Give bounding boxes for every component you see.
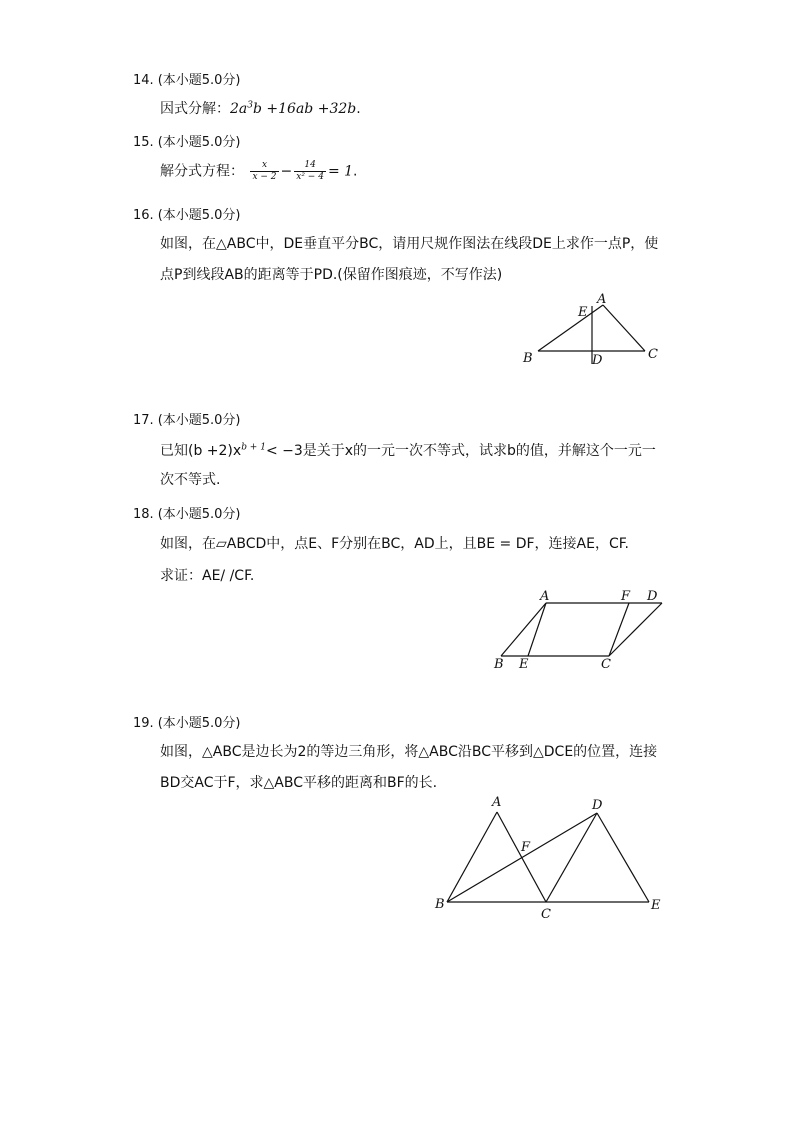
question-18-line-2: 求证：AE/ /CF.	[160, 568, 255, 584]
math-expression: 2a	[230, 101, 248, 117]
question-18-line-1: 如图，在▱ABCD中，点E、F分别在BC，AD上，且BE = DF，连接AE，CF.	[160, 536, 630, 552]
math-expression: b +16ab +32b	[253, 101, 357, 117]
inequality-rest: < −3是关于x的一元一次不等式，试求b的值，并解这个一元一	[265, 443, 656, 459]
question-score: (本小题5.0分)	[157, 716, 241, 731]
label-C: C	[541, 907, 551, 922]
question-score: (本小题5.0分)	[157, 135, 241, 150]
question-number: 17.	[133, 413, 154, 428]
period: .	[356, 101, 361, 117]
inequality-lhs: 已知(b +2)x	[160, 443, 242, 459]
question-number: 15.	[133, 135, 154, 150]
question-number: 18.	[133, 507, 154, 522]
prompt-text: 因式分解：	[160, 101, 230, 117]
label-C: C	[601, 657, 611, 672]
question-score: (本小题5.0分)	[157, 208, 241, 223]
label-F: F	[521, 840, 531, 855]
label-E: E	[578, 305, 588, 320]
label-E: E	[651, 898, 661, 913]
prompt-text: 解分式方程：	[160, 163, 244, 180]
question-score: (本小题5.0分)	[157, 73, 241, 88]
math-exponent: 3	[247, 100, 253, 111]
label-A: A	[492, 795, 502, 810]
minus-sign: −	[280, 163, 293, 180]
label-E: E	[519, 657, 529, 672]
question-score: (本小题5.0分)	[157, 507, 241, 522]
label-D: D	[647, 589, 658, 604]
fraction-2: $\frac{14}{\text{x² − 4}}$	[296, 160, 324, 182]
question-16-line-1: 如图，在△ABC中，DE垂直平分BC，请用尺规作图法在线段DE上求作一点P，使	[160, 236, 659, 252]
label-D: D	[592, 353, 603, 368]
question-16-line-2: 点P到线段AB的距离等于PD.(保留作图痕迹，不写作法)	[160, 267, 503, 283]
question-score: (本小题5.0分)	[157, 413, 241, 428]
label-D: D	[592, 798, 603, 813]
inequality-exponent: b + 1	[241, 442, 266, 453]
question-19-line-2: BD交AC于F，求△ABC平移的距离和BF的长.	[160, 775, 438, 791]
label-A: A	[540, 589, 550, 604]
label-B: B	[494, 657, 504, 672]
label-B: B	[523, 351, 533, 366]
question-17-line-2: 次不等式.	[160, 472, 221, 488]
equation-rhs: = 1	[327, 163, 354, 180]
question-number: 16.	[133, 208, 154, 223]
question-19-line-1: 如图，△ABC是边长为2的等边三角形，将△ABC沿BC平移到△DCE的位置，连接	[160, 744, 658, 760]
question-number: 19.	[133, 716, 154, 731]
label-F: F	[621, 589, 631, 604]
label-B: B	[435, 897, 445, 912]
period: .	[353, 163, 358, 180]
label-C: C	[648, 347, 658, 362]
fraction-1: $\frac{x}{x - 2}$	[252, 160, 277, 182]
label-A: A	[597, 292, 607, 307]
question-number: 14.	[133, 73, 154, 88]
